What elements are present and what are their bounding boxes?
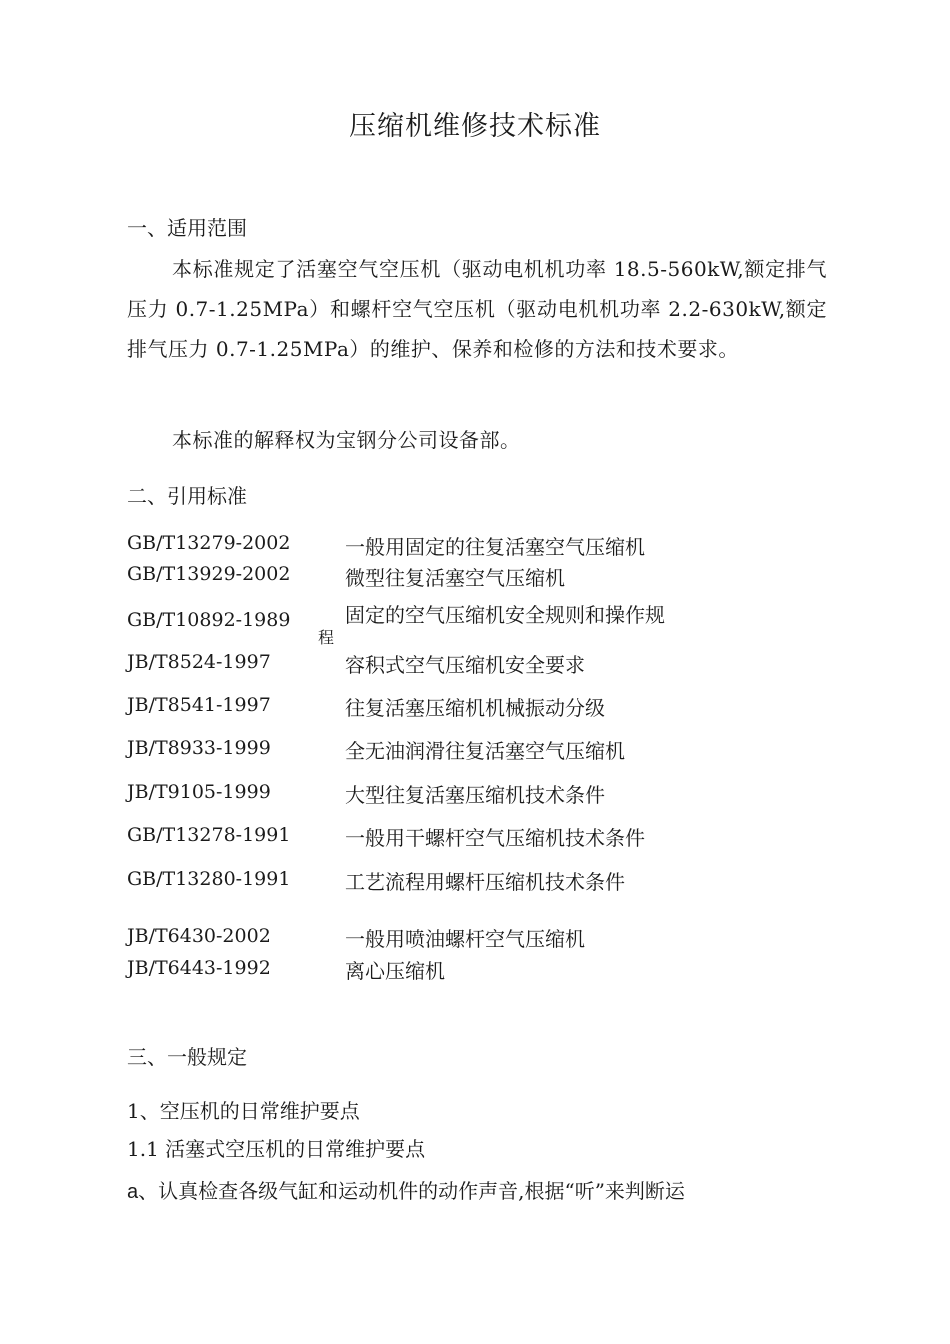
reference-code: GB/T10892-1989 [127, 609, 291, 631]
reference-title: 微型往复活塞空气压缩机 [345, 566, 565, 590]
reference-title: 全无油润滑往复活塞空气压缩机 [345, 739, 625, 763]
document-title: 压缩机维修技术标准 [349, 111, 601, 142]
reference-code: JB/T8524-1997 [127, 651, 271, 673]
list-item-a [127, 1175, 685, 1204]
reference-code: JB/T8541-1997 [127, 694, 271, 716]
reference-code: JB/T6443-1992 [127, 957, 271, 979]
reference-title: 固定的空气压缩机安全规则和操作规 [345, 603, 665, 627]
interpretation-paragraph: 本标准的解释权为宝钢分公司设备部。 [172, 428, 521, 452]
reference-title: 容积式空气压缩机安全要求 [345, 653, 585, 677]
reference-code: JB/T9105-1999 [127, 781, 271, 803]
reference-title: 一般用喷油螺杆空气压缩机 [345, 927, 585, 951]
reference-title: 往复活塞压缩机机械振动分级 [345, 696, 605, 720]
list-item-marker: a [127, 1181, 139, 1203]
reference-title: 一般用固定的往复活塞空气压缩机 [345, 535, 645, 559]
reference-title: 工艺流程用螺杆压缩机技术条件 [345, 870, 625, 894]
reference-title: 离心压缩机 [345, 959, 445, 983]
subsection-heading-maintenance: 1、空压机的日常维护要点 [127, 1099, 360, 1123]
reference-code: GB/T13278-1991 [127, 824, 291, 846]
subsection-heading-piston: 1.1 活塞式空压机的日常维护要点 [127, 1137, 426, 1161]
section-heading-scope: 一、适用范围 [127, 216, 247, 240]
reference-code: GB/T13929-2002 [127, 563, 291, 585]
section-heading-references: 二、引用标准 [127, 484, 247, 508]
list-item-text: 、认真检查各级气缸和运动机件的动作声音,根据“听”来判断运 [138, 1179, 685, 1203]
reference-title: 一般用干螺杆空气压缩机技术条件 [345, 826, 645, 850]
reference-code: GB/T13279-2002 [127, 532, 291, 554]
reference-title-overflow-char: 程 [318, 628, 335, 647]
reference-code: GB/T13280-1991 [127, 868, 291, 890]
reference-code: JB/T6430-2002 [127, 925, 271, 947]
reference-code: JB/T8933-1999 [127, 737, 271, 759]
reference-title: 大型往复活塞压缩机技术条件 [345, 783, 605, 807]
section-heading-general: 三、一般规定 [127, 1045, 247, 1069]
scope-paragraph: 本标准规定了活塞空气空压机（驱动电机机功率 18.5-560kW,额定排气压力 0.7-1.25MPa）和螺杆空气空压机（驱动电机机功率 2.2-630kW,额定排气压力 0.7-1.25MPa）的维护、保养和检修的方法和技术要求。 [127, 257, 827, 361]
